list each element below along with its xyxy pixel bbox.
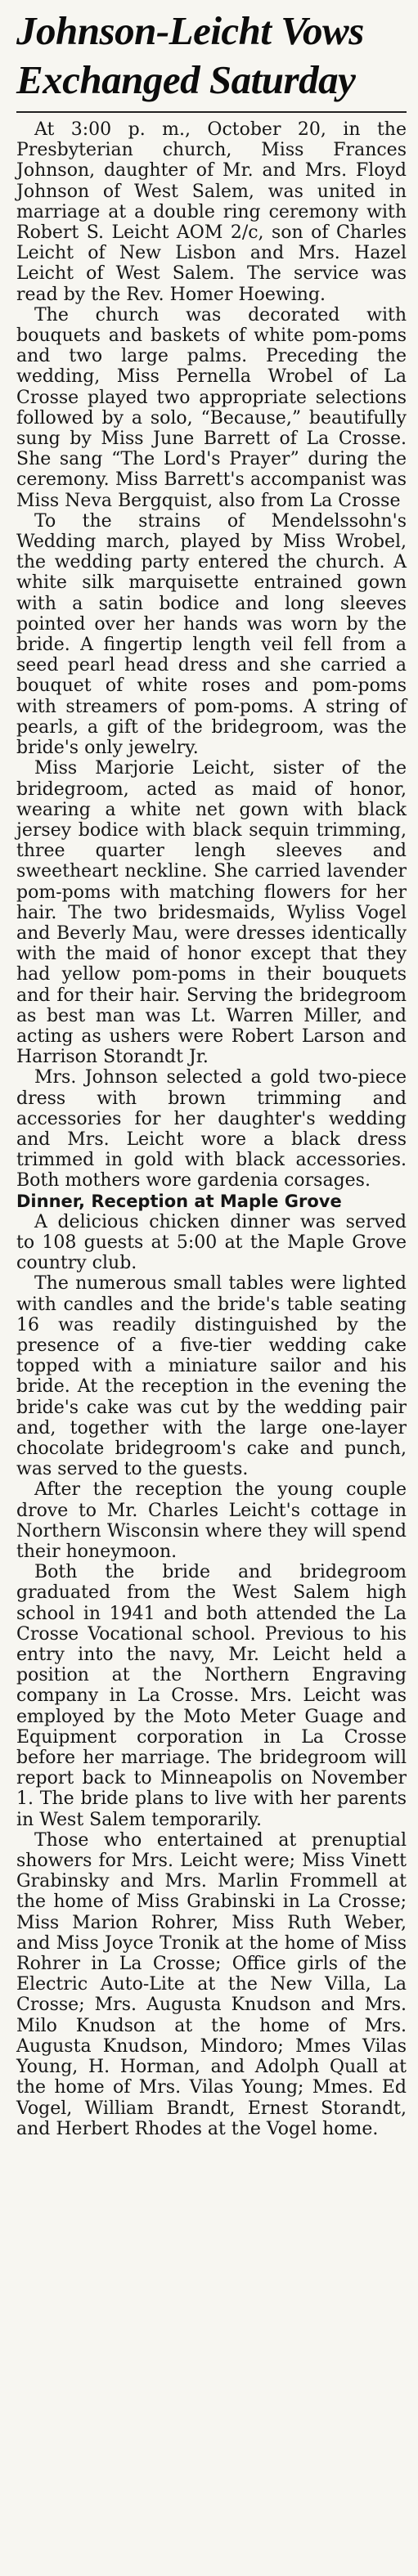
paragraph-background: Both the bride and bridegroom graduated from the West Salem high school in 1941 and both attended the La Crosse Vocational school. Previous to his entry into the navy, Mr. Leicht held a position at the Northern Engraving company in La Crosse. Mrs. Leicht was employed by the Moto Meter Guage and Equipment corporation in La Crosse before her marriage. The bridegroom will report back to Minneapolis on November 1. The bride plans to live with her parents in West Salem temporarily. bbox=[16, 1562, 407, 1830]
paragraph-showers: Those who entertained at prenuptial showers for Mrs. Leicht were; Miss Vinett Grabinsky and Mrs. Marlin Frommell at the home of Miss Grabinski in La Crosse; Miss Marion Rohrer, Miss Ruth Weber, and Miss Joyce Tronik at the home of Miss Rohrer in La Crosse; Office girls of the Electric Auto-Lite at the New Villa, La Crosse; Mrs. Augusta Knudson and Mrs. Milo Knudson at the home of Mrs. Augusta Knudson, Mindoro; Mmes Vilas Young, H. Horman, and Adolph Quall at the home of Mrs. Vilas Young; Mmes. Ed Vogel, William Brandt, Ernest Storandt, and Herbert Rhodes at the Vogel home. bbox=[16, 1829, 407, 2139]
paragraph-dinner: A delicious chicken dinner was served to 108 guests at 5:00 at the Maple Grove country club. bbox=[16, 1211, 407, 1274]
paragraph-decorations: The church was decorated with bouquets and baskets of white pom-poms and two large palms. Preceding the wedding, Miss Pernella Wrobel of La Crosse played two appropriate selections followed by a solo, “Because,” beautifully sung by Miss June Barrett of La Crosse. She sang “The Lord's Prayer” during the ceremony. Miss Barrett's accompanist was Miss Neva Bergquist, also from La Crosse bbox=[16, 304, 407, 511]
headline-line-2: Exchanged Saturday bbox=[16, 57, 356, 102]
headline-line-1: Johnson-Leicht Vows bbox=[16, 8, 364, 53]
headline bbox=[16, 7, 407, 113]
paragraph-bride-gown: To the strains of Mendelssohn's Wedding march, played by Miss Wrobel, the wedding party entered the church. A white silk marquisette entrained gown with a satin bodice and long sleeves pointed over her hands was worn by the bride. A fingertip length veil fell from a seed pearl head dress and she carried a bouquet of white roses and pom-poms with streamers of pom-poms. A string of pearls, a gift of the bridegroom, was the bride's only jewelry. bbox=[16, 510, 407, 759]
subheading-dinner-reception: Dinner, Reception at Maple Grove bbox=[16, 1191, 342, 1211]
paragraph-attendants: Miss Marjorie Leicht, sister of the bridegroom, acted as maid of honor, wearing a white net gown with black jersey bodice with black sequin trimming, three quarter lengh sleeves and sweetheart neckline. She carried lavender pom-poms with matching flowers for her hair. The two bridesmaids, Wyliss Vogel and Beverly Mau, were dresses identically with the maid of honor except that they had yellow pom-poms in their bouquets and for their hair. Serving the bridegroom as best man was Lt. Warren Miller, and acting as ushers were Robert Larson and Harrison Storandt Jr. bbox=[16, 758, 407, 1068]
paragraph-reception: The numerous small tables were lighted with candles and the bride's table seating 16 was readily distinguished by the presence of a five-tier wedding cake topped with a miniature sailor and his bride. At the reception in the evening the bride's cake was cut by the wedding pair and, together with the large one-layer chocolate bridegroom's cake and punch, was served to the guests. bbox=[16, 1273, 407, 1480]
paragraph-honeymoon: After the reception the young couple drove to Mr. Charles Leicht's cottage in Northern Wisconsin where they will spend their honeymoon. bbox=[16, 1479, 407, 1563]
paragraph-mothers: Mrs. Johnson selected a gold two-piece dress with brown trimming and accessories for her daughter's wedding and Mrs. Leicht wore a black dress trimmed in gold with black accessories. Both mothers wore gardenia corsages. bbox=[16, 1067, 407, 1192]
article-body bbox=[16, 119, 407, 2139]
paragraph-ceremony: At 3:00 p. m., October 20, in the Presbyterian church, Miss Frances Johnson, daughter of Mr. and Mrs. Floyd Johnson of West Salem, was united in marriage at a double ring ceremony with Robert S. Leicht AOM 2/c, son of Charles Leicht of New Lisbon and Mrs. Hazel Leicht of West Salem. The service was read by the Rev. Homer Hoewing. bbox=[16, 119, 407, 305]
